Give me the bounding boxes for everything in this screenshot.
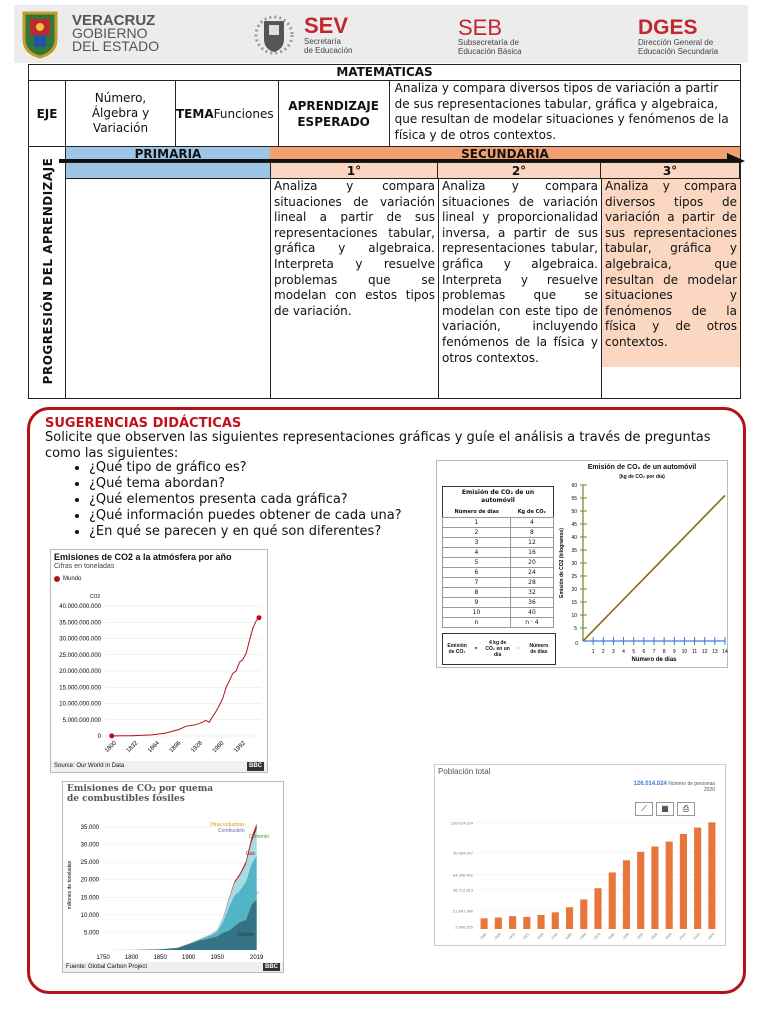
chart1-xtick: 1960 [211, 740, 226, 755]
car-table-cell: 12 [510, 538, 553, 548]
chart2-xtick: 2019 [250, 955, 264, 961]
veracruz-shield-icon [20, 9, 60, 59]
car-table-row [443, 548, 554, 558]
chart4-title: Población total [438, 767, 491, 776]
chart4-xtick: 1970 [593, 932, 602, 941]
question-item: • ¿Qué tipo de gráfico es? [89, 460, 402, 476]
chart4-bar [552, 912, 559, 929]
question-item: • ¿Qué información puedes obtener de cada una? [89, 508, 402, 524]
chart4-xtick: 2000 [650, 932, 659, 941]
table-icon[interactable]: ▦ [656, 802, 674, 816]
chart3-xtick: 9 [672, 649, 676, 655]
chart4-xtick: 1895 [479, 932, 488, 941]
car-table-cell: n [443, 618, 511, 628]
chart2-xtick: 1900 [182, 955, 196, 961]
chart1-badge: BBC [249, 763, 262, 769]
car-table-row [443, 518, 554, 528]
progression-grade-1: Analiza y compara situaciones de variación lineal a partir de sus representaciones tabular, gráfica y algebraica. Interpreta y resuelve problemas que se modelan con estos tipos de variación. [274, 179, 435, 318]
chart4-xtick: 1990 [621, 932, 630, 941]
chart4-bar [637, 852, 644, 929]
question-item: • ¿En qué se parecen y en qué son diferentes? [89, 524, 402, 540]
chart1-ytick: 15.000.000.000 [59, 685, 101, 692]
chart3-ytick: 5 [574, 626, 577, 632]
chart-fossil-panel [62, 781, 284, 973]
chart3-xtick: 6 [642, 649, 646, 655]
car-table-cell: 40 [510, 608, 553, 618]
eje-label: EJE [29, 81, 66, 147]
chart1-legend-label: Mundo [63, 576, 82, 582]
legend-dot-icon [54, 576, 60, 582]
chart4-bar [708, 822, 715, 929]
chart1-ytick: 5.000.000.000 [62, 717, 101, 724]
primaria-grade-cell [66, 162, 270, 179]
chart4-xtick: 1940 [550, 932, 559, 941]
chart4-bar [666, 842, 673, 929]
chart1-ytick: 30.000.000.000 [59, 636, 101, 643]
sev-sub1: Secretaría [304, 37, 341, 46]
chart3-xtick: 1 [591, 649, 595, 655]
primaria-band: PRIMARIA [66, 147, 270, 162]
chart2-label: Carbón [237, 931, 254, 938]
chart2-badge: BBC [265, 964, 278, 970]
chart2-ytick: 10.000 [80, 912, 99, 919]
chart1-ytick: 25.000.000.000 [59, 652, 101, 659]
chart4-xtick: 1930 [536, 932, 545, 941]
chart3-xtick: 14 [722, 649, 728, 655]
chart2-source: Fuente: Global Carbon Project [66, 964, 148, 970]
chart4-plot [435, 815, 725, 945]
chart-car-panel [436, 460, 728, 668]
chart3-ytick: 35 [571, 548, 577, 554]
chart1-subtitle: Cifras en toneladas [54, 563, 115, 570]
chart1-xtick: 1864 [147, 740, 161, 755]
chart4-bar [609, 872, 616, 929]
seb-sub2: Educación Básica [458, 47, 522, 56]
chart3-ytick: 15 [571, 600, 577, 606]
chart3-ytick: 50 [571, 509, 577, 515]
chart3-xtick: 10 [681, 649, 688, 655]
tema-value: Funciones [214, 81, 279, 147]
car-table-row [443, 558, 554, 568]
chart1-ytick: 20.000.000.000 [59, 669, 101, 675]
chart2-ytick: 5.000 [83, 930, 99, 937]
chart4-xtick: 1950 [564, 932, 573, 941]
chart2-xtick: 1950 [210, 955, 224, 961]
chart4-ytick: 21.841.346 [452, 908, 473, 914]
car-table-row [443, 528, 554, 538]
car-table-cell: 16 [510, 548, 553, 558]
chart1-xtick: 1992 [233, 740, 247, 755]
chart3-subtitle: (kg de CO₂ por día) [619, 474, 665, 480]
chart3-series-line [583, 495, 725, 641]
car-table-cell: 7 [443, 578, 511, 588]
chart4-ytick: 64.396.462 [452, 872, 473, 878]
chart4-year: 2020 [703, 787, 715, 793]
chart1-xtick: 1928 [190, 740, 204, 755]
progression-grade-3: Analiza y compara diversos tipos de variación a partir de sus representaciones tabular, gráfica y algebraica, que resultan de modelar situaciones y fenómenos de la física y de otros contextos. [602, 179, 740, 367]
chart1-ytick: 35.000.000.000 [59, 620, 101, 627]
chart2-footer [63, 962, 283, 972]
chart3-ytick: 20 [571, 587, 577, 593]
progression-label-cell [29, 147, 66, 398]
print-icon[interactable]: ⎙ [677, 802, 695, 816]
chart4-bar [481, 918, 488, 929]
sev-sub2: de Educación [304, 46, 353, 55]
chart2-ytick: 35.000 [80, 825, 99, 832]
chart3-ytick: 55 [571, 496, 577, 502]
chart1-plot [51, 586, 267, 760]
chart4-bar [509, 916, 516, 929]
chart2-ytick: 25.000 [80, 860, 99, 867]
chart3-xtick: 12 [701, 649, 708, 655]
chart1-xtick: 1800 [104, 740, 118, 755]
chart1-series-line [112, 618, 259, 736]
chart3-xtick: 11 [691, 649, 698, 655]
formula-term-2: 4 kg de CO₂ en un día [485, 640, 510, 658]
car-formula [442, 633, 556, 665]
chart2-label: Petróleo [240, 889, 259, 896]
chart4-xtick: 2015 [692, 932, 702, 941]
sev-wordmark [304, 15, 352, 55]
chart4-bar [694, 828, 701, 929]
car-table-title: Emisión de CO₂ de un automóvil [461, 489, 535, 504]
header-banner [14, 5, 748, 63]
chart1-source: Source: Our World in Data [54, 763, 125, 769]
car-table-cell: 28 [510, 578, 553, 588]
car-table-cell: 4 [443, 548, 511, 558]
car-table-cell: 2 [443, 528, 511, 538]
car-table-cell: 8 [510, 528, 553, 538]
chart4-bar [651, 847, 658, 930]
chart1-xtick: 1832 [125, 740, 140, 755]
chart4-ytick: 126.014.024 [450, 820, 473, 826]
chart2-ylabel: millones de toneladas [67, 860, 73, 910]
chart2-ytick: 30.000 [80, 842, 99, 849]
chart3-ytick: 30 [571, 561, 577, 567]
chart1-start-point [109, 733, 114, 738]
chart4-xtick: 1921 [521, 932, 531, 941]
chart3-ytick: 60 [571, 483, 577, 489]
car-table-cell: n · 4 [510, 618, 553, 628]
chart4-xtick: 1900 [493, 932, 502, 941]
car-table-row [443, 538, 554, 548]
car-table-cell: 4 [510, 518, 553, 528]
sugerencias-title: SUGERENCIAS DIDÁCTICAS [45, 416, 242, 431]
secundaria-band: SECUNDARIA [270, 147, 740, 162]
chart4-ytick: 46.712.813 [452, 887, 473, 893]
chart1-end-point [256, 615, 261, 620]
chart1-title: Emisiones de CO2 a la atmósfera por año [54, 552, 232, 562]
question-list [45, 460, 402, 540]
car-table-header-days: Número de días [454, 509, 499, 515]
chart4-headline [634, 781, 715, 793]
chart3-title: Emisión de CO₂ de un automóvil [587, 464, 697, 471]
chart3-ytick: 40 [571, 535, 577, 541]
chart1-legend [54, 576, 81, 582]
chart3-xtick: 7 [652, 649, 656, 655]
chart1-xtick: 1896 [168, 740, 183, 755]
car-table-cell: 6 [443, 568, 511, 578]
chart3-xtick: 4 [622, 649, 625, 655]
car-table-row [443, 608, 554, 618]
car-table-cell: 1 [443, 518, 511, 528]
dges-sub1: Dirección General de [638, 38, 714, 47]
chart3-xtick: 13 [712, 649, 718, 655]
chart4-bar [680, 834, 687, 929]
chart2-ytick: 20.000 [80, 877, 99, 884]
seb-wordmark [458, 17, 522, 56]
line-chart-icon[interactable]: ⟋ [635, 802, 653, 816]
chart3-ytick: 25 [571, 574, 577, 580]
chart3-xtick: 8 [662, 649, 666, 655]
chart2-label: Otras industrias [209, 822, 245, 828]
progression-area [28, 146, 741, 399]
chart4-xtick: 1960 [578, 932, 588, 941]
dges-wordmark [638, 17, 718, 56]
chart3-xlabel: Número de días [631, 657, 677, 663]
chart4-bar [594, 888, 601, 929]
car-table-cell: 3 [443, 538, 511, 548]
chart3-origin: 0 [575, 641, 578, 647]
chart4-bar [523, 917, 530, 929]
progression-grade-2: Analiza y compara situaciones de variación lineal y proporcionalidad inversa, a partir de sus representaciones tabular, gráfica y algebraica. Interpreta y resuelve problemas que se modelan con este tipo de variación, incluyendo fenómenos de la física y otros contextos. [442, 179, 598, 365]
car-table-row [443, 578, 554, 588]
car-table-header-kg: Kg de CO₂ [517, 509, 546, 515]
chart2-xtick: 1850 [153, 955, 167, 961]
formula-term-3: Número de días [529, 643, 549, 655]
chart2-label: Gas [245, 851, 256, 858]
car-table-row [443, 568, 554, 578]
chart4-xtick: 1995 [635, 932, 645, 941]
chart3-xtick: 2 [601, 649, 605, 655]
chart4-value-caption: Número de personas [668, 781, 715, 787]
veracruz-wordmark [72, 14, 159, 53]
chart1-footer [51, 761, 267, 772]
chart4-ytick: 2.900.925 [455, 924, 473, 930]
chart2-plot [63, 802, 283, 962]
progression-label: PROGRESIÓN DEL APRENDIZAJE [41, 157, 55, 385]
chart1-ytick: 10.000.000.000 [59, 701, 101, 708]
car-table [442, 486, 554, 628]
formula-term-1: Emisión de CO₂ [447, 643, 467, 655]
seb-title: SEB [458, 15, 503, 40]
chart3-plot [557, 481, 727, 667]
sev-emblem-icon [252, 9, 296, 59]
car-table-row [443, 618, 554, 628]
car-table-cell: 24 [510, 568, 553, 578]
curriculum-table [28, 64, 741, 147]
grade-1-header: 1° [270, 162, 438, 179]
chart3-xtick: 3 [612, 649, 615, 655]
grade-3-header: 3° [601, 162, 740, 179]
car-table-cell: 8 [443, 588, 511, 598]
aprendizaje-label: APRENDIZAJE ESPERADO [278, 81, 389, 147]
formula-equals: = [474, 646, 478, 652]
question-item: • ¿Qué elementos presenta cada gráfica? [89, 492, 402, 508]
chart4-xtick: 1910 [507, 932, 517, 941]
chart4-toolbar [635, 802, 695, 816]
aprendizaje-text: Analiza y compara diversos tipos de variación a partir de sus representaciones tabular, gráfica y algebraica, que resultan de modelar situaciones y fenómenos de la física y de otros contextos. [389, 81, 740, 147]
chart4-xtick: 1980 [607, 932, 616, 941]
veracruz-line3: DEL ESTADO [72, 38, 160, 54]
car-table-cell: 10 [443, 608, 511, 618]
car-table-cell: 20 [510, 558, 553, 568]
chart2-label: Cemento [248, 834, 270, 840]
tema-label: TEMA [176, 81, 214, 147]
sugerencias-intro: Solicite que observen las siguientes representaciones gráficas y guíe el análisis a través de preguntas como las siguientes: [45, 430, 711, 461]
chart2-label: Combustión [218, 828, 245, 834]
chart4-xtick: 2020 [707, 932, 716, 941]
car-table-row [443, 598, 554, 608]
formula-dot: · [517, 646, 520, 652]
eje-value: Número, Álgebra y Variación [66, 81, 176, 147]
grade-2-header: 2° [438, 162, 601, 179]
subject-title: MATEMÁTICAS [29, 65, 741, 81]
chart3-ylabel: Emisión de CO2 (kilogramos) [559, 528, 565, 598]
chart1-ytick: 0 [97, 734, 101, 740]
car-table-row [443, 588, 554, 598]
veracruz-line1: VERACRUZ [72, 12, 156, 29]
chart4-ytick: 90.464.077 [452, 850, 473, 856]
car-table-cell: 32 [510, 588, 553, 598]
chart1-ylabel: CO2 [89, 594, 101, 600]
chart4-xtick: 2005 [664, 932, 673, 941]
veracruz-line2: GOBIERNO [72, 25, 148, 41]
chart4-bar [566, 907, 573, 929]
sev-title: SEV [304, 13, 349, 38]
chart3-ytick: 45 [571, 522, 577, 528]
car-table-cell: 5 [443, 558, 511, 568]
question-item: • ¿Qué tema abordan? [89, 476, 402, 492]
car-table-cell: 9 [443, 598, 511, 608]
chart4-value: 126.014.024 [633, 781, 667, 787]
chart4-bar [538, 915, 545, 929]
chart-population-panel [434, 764, 726, 946]
chart2-xtick: 1750 [96, 955, 110, 961]
chart1-ytick: 40.000.000.000 [59, 604, 101, 610]
chart2-title: Emisiones de CO₂ por quema de combustibles fósiles [67, 784, 214, 804]
dges-sub2: Educación Secundaria [638, 47, 719, 56]
car-table-cell: 36 [510, 598, 553, 608]
chart2-ytick: 15.000 [80, 895, 99, 902]
chart2-xtick: 1800 [124, 955, 139, 961]
chart4-bar [495, 917, 502, 929]
dges-title: DGES [638, 16, 698, 39]
chart4-bar [580, 899, 587, 929]
chart3-ytick: 10 [571, 613, 577, 619]
chart4-xtick: 2010 [678, 932, 687, 941]
chart3-xtick: 5 [632, 649, 636, 655]
chart4-bar [623, 860, 630, 929]
seb-sub1: Subsecretaría de [458, 38, 519, 47]
chart-co2-world-panel [50, 549, 268, 773]
